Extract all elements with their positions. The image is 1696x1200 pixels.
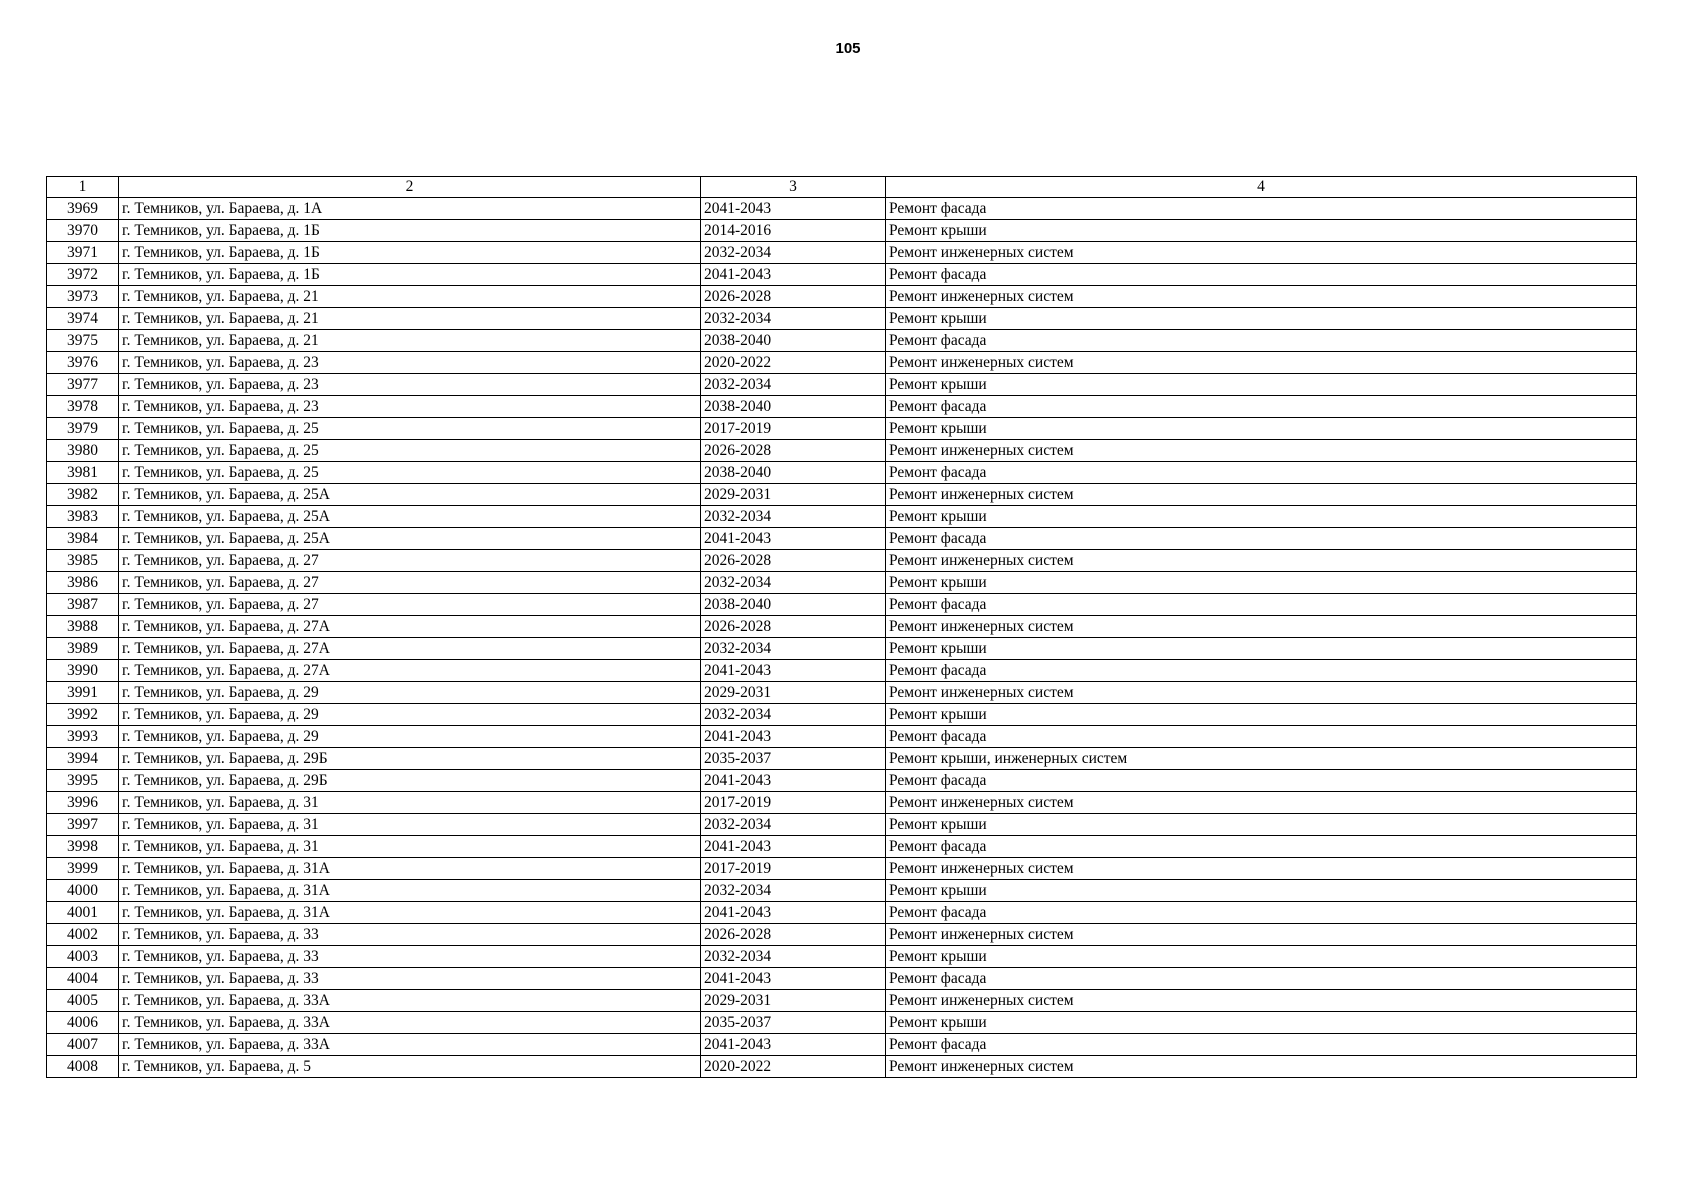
table-row bbox=[47, 924, 1637, 946]
cell-row-number: 3970 bbox=[47, 220, 119, 242]
cell-period: 2014-2016 bbox=[701, 220, 886, 242]
cell-row-number: 3980 bbox=[47, 440, 119, 462]
cell-row-number: 3999 bbox=[47, 858, 119, 880]
table-row bbox=[47, 814, 1637, 836]
cell-work-type: Ремонт инженерных систем bbox=[886, 616, 1637, 638]
cell-work-type: Ремонт крыши bbox=[886, 638, 1637, 660]
cell-row-number: 3979 bbox=[47, 418, 119, 440]
cell-work-type: Ремонт фасада bbox=[886, 198, 1637, 220]
table-row bbox=[47, 572, 1637, 594]
cell-address: г. Темников, ул. Бараева, д. 31 bbox=[119, 814, 701, 836]
cell-work-type: Ремонт фасада bbox=[886, 726, 1637, 748]
cell-address: г. Темников, ул. Бараева, д. 27 bbox=[119, 572, 701, 594]
cell-work-type: Ремонт крыши bbox=[886, 374, 1637, 396]
cell-work-type: Ремонт крыши bbox=[886, 704, 1637, 726]
cell-address: г. Темников, ул. Бараева, д. 33А bbox=[119, 990, 701, 1012]
cell-period: 2026-2028 bbox=[701, 616, 886, 638]
cell-address: г. Темников, ул. Бараева, д. 31А bbox=[119, 902, 701, 924]
cell-period: 2017-2019 bbox=[701, 418, 886, 440]
cell-address: г. Темников, ул. Бараева, д. 21 bbox=[119, 308, 701, 330]
column-header-1: 1 bbox=[47, 177, 119, 198]
cell-address: г. Темников, ул. Бараева, д. 25 bbox=[119, 418, 701, 440]
cell-work-type: Ремонт инженерных систем bbox=[886, 1056, 1637, 1078]
cell-address: г. Темников, ул. Бараева, д. 25А bbox=[119, 528, 701, 550]
cell-work-type: Ремонт инженерных систем bbox=[886, 286, 1637, 308]
cell-period: 2038-2040 bbox=[701, 594, 886, 616]
table-row bbox=[47, 1056, 1637, 1078]
table-row bbox=[47, 946, 1637, 968]
cell-row-number: 3991 bbox=[47, 682, 119, 704]
cell-address: г. Темников, ул. Бараева, д. 25 bbox=[119, 462, 701, 484]
cell-work-type: Ремонт крыши bbox=[886, 1012, 1637, 1034]
table-row bbox=[47, 770, 1637, 792]
cell-period: 2020-2022 bbox=[701, 1056, 886, 1078]
table-row bbox=[47, 902, 1637, 924]
column-header-3: 3 bbox=[701, 177, 886, 198]
cell-period: 2032-2034 bbox=[701, 946, 886, 968]
cell-row-number: 3981 bbox=[47, 462, 119, 484]
cell-period: 2026-2028 bbox=[701, 924, 886, 946]
cell-row-number: 3992 bbox=[47, 704, 119, 726]
cell-period: 2032-2034 bbox=[701, 572, 886, 594]
table-row bbox=[47, 396, 1637, 418]
table-row bbox=[47, 880, 1637, 902]
cell-address: г. Темников, ул. Бараева, д. 31А bbox=[119, 880, 701, 902]
cell-address: г. Темников, ул. Бараева, д. 23 bbox=[119, 374, 701, 396]
cell-address: г. Темников, ул. Бараева, д. 27А bbox=[119, 616, 701, 638]
cell-row-number: 3996 bbox=[47, 792, 119, 814]
cell-work-type: Ремонт фасада bbox=[886, 462, 1637, 484]
cell-period: 2032-2034 bbox=[701, 880, 886, 902]
cell-work-type: Ремонт крыши bbox=[886, 418, 1637, 440]
table-row bbox=[47, 660, 1637, 682]
cell-address: г. Темников, ул. Бараева, д. 31А bbox=[119, 858, 701, 880]
cell-address: г. Темников, ул. Бараева, д. 1А bbox=[119, 198, 701, 220]
cell-work-type: Ремонт фасада bbox=[886, 836, 1637, 858]
cell-period: 2029-2031 bbox=[701, 682, 886, 704]
cell-work-type: Ремонт фасада bbox=[886, 968, 1637, 990]
cell-work-type: Ремонт инженерных систем bbox=[886, 484, 1637, 506]
table-row bbox=[47, 352, 1637, 374]
cell-work-type: Ремонт фасада bbox=[886, 594, 1637, 616]
cell-address: г. Темников, ул. Бараева, д. 23 bbox=[119, 396, 701, 418]
table-row bbox=[47, 506, 1637, 528]
cell-row-number: 3994 bbox=[47, 748, 119, 770]
cell-period: 2038-2040 bbox=[701, 330, 886, 352]
cell-period: 2032-2034 bbox=[701, 374, 886, 396]
cell-work-type: Ремонт фасада bbox=[886, 902, 1637, 924]
cell-work-type: Ремонт крыши bbox=[886, 946, 1637, 968]
table-row bbox=[47, 330, 1637, 352]
table-row bbox=[47, 1034, 1637, 1056]
table-row bbox=[47, 726, 1637, 748]
cell-period: 2035-2037 bbox=[701, 748, 886, 770]
table-row bbox=[47, 484, 1637, 506]
cell-row-number: 4002 bbox=[47, 924, 119, 946]
table-row bbox=[47, 550, 1637, 572]
cell-period: 2041-2043 bbox=[701, 968, 886, 990]
page-number: 105 bbox=[835, 40, 861, 57]
cell-work-type: Ремонт фасада bbox=[886, 264, 1637, 286]
table-row bbox=[47, 528, 1637, 550]
cell-row-number: 3975 bbox=[47, 330, 119, 352]
table-body bbox=[47, 177, 1637, 1078]
cell-row-number: 3974 bbox=[47, 308, 119, 330]
table-row bbox=[47, 220, 1637, 242]
cell-work-type: Ремонт инженерных систем bbox=[886, 352, 1637, 374]
cell-work-type: Ремонт фасада bbox=[886, 528, 1637, 550]
cell-address: г. Темников, ул. Бараева, д. 31 bbox=[119, 792, 701, 814]
cell-row-number: 3973 bbox=[47, 286, 119, 308]
cell-work-type: Ремонт крыши bbox=[886, 880, 1637, 902]
cell-row-number: 4006 bbox=[47, 1012, 119, 1034]
cell-address: г. Темников, ул. Бараева, д. 27А bbox=[119, 638, 701, 660]
cell-row-number: 4008 bbox=[47, 1056, 119, 1078]
cell-address: г. Темников, ул. Бараева, д. 33 bbox=[119, 968, 701, 990]
cell-row-number: 3997 bbox=[47, 814, 119, 836]
cell-address: г. Темников, ул. Бараева, д. 33 bbox=[119, 924, 701, 946]
cell-address: г. Темников, ул. Бараева, д. 27А bbox=[119, 660, 701, 682]
cell-work-type: Ремонт инженерных систем bbox=[886, 242, 1637, 264]
cell-work-type: Ремонт фасада bbox=[886, 770, 1637, 792]
column-header-2: 2 bbox=[119, 177, 701, 198]
cell-address: г. Темников, ул. Бараева, д. 1Б bbox=[119, 242, 701, 264]
cell-period: 2041-2043 bbox=[701, 726, 886, 748]
cell-period: 2032-2034 bbox=[701, 704, 886, 726]
table-row bbox=[47, 682, 1637, 704]
cell-period: 2029-2031 bbox=[701, 990, 886, 1012]
table-row bbox=[47, 198, 1637, 220]
table-row bbox=[47, 286, 1637, 308]
cell-period: 2032-2034 bbox=[701, 506, 886, 528]
cell-address: г. Темников, ул. Бараева, д. 23 bbox=[119, 352, 701, 374]
table-row bbox=[47, 968, 1637, 990]
cell-work-type: Ремонт инженерных систем bbox=[886, 924, 1637, 946]
repair-schedule-table bbox=[46, 176, 1637, 1078]
table-row bbox=[47, 836, 1637, 858]
cell-row-number: 3989 bbox=[47, 638, 119, 660]
cell-row-number: 3978 bbox=[47, 396, 119, 418]
cell-work-type: Ремонт инженерных систем bbox=[886, 440, 1637, 462]
cell-address: г. Темников, ул. Бараева, д. 29 bbox=[119, 726, 701, 748]
cell-address: г. Темников, ул. Бараева, д. 27 bbox=[119, 594, 701, 616]
cell-work-type: Ремонт фасада bbox=[886, 1034, 1637, 1056]
cell-address: г. Темников, ул. Бараева, д. 25А bbox=[119, 484, 701, 506]
cell-address: г. Темников, ул. Бараева, д. 29Б bbox=[119, 748, 701, 770]
table-row bbox=[47, 264, 1637, 286]
cell-row-number: 3993 bbox=[47, 726, 119, 748]
cell-row-number: 4000 bbox=[47, 880, 119, 902]
cell-address: г. Темников, ул. Бараева, д. 29Б bbox=[119, 770, 701, 792]
cell-address: г. Темников, ул. Бараева, д. 1Б bbox=[119, 220, 701, 242]
table-header-row bbox=[47, 177, 1637, 198]
cell-row-number: 3985 bbox=[47, 550, 119, 572]
cell-period: 2026-2028 bbox=[701, 550, 886, 572]
cell-row-number: 4007 bbox=[47, 1034, 119, 1056]
cell-row-number: 3987 bbox=[47, 594, 119, 616]
cell-period: 2041-2043 bbox=[701, 660, 886, 682]
cell-row-number: 4001 bbox=[47, 902, 119, 924]
cell-address: г. Темников, ул. Бараева, д. 29 bbox=[119, 682, 701, 704]
cell-row-number: 3977 bbox=[47, 374, 119, 396]
table-row bbox=[47, 440, 1637, 462]
cell-work-type: Ремонт крыши bbox=[886, 220, 1637, 242]
cell-address: г. Темников, ул. Бараева, д. 25 bbox=[119, 440, 701, 462]
cell-address: г. Темников, ул. Бараева, д. 1Б bbox=[119, 264, 701, 286]
cell-address: г. Темников, ул. Бараева, д. 33 bbox=[119, 946, 701, 968]
cell-work-type: Ремонт инженерных систем bbox=[886, 990, 1637, 1012]
cell-work-type: Ремонт крыши bbox=[886, 814, 1637, 836]
cell-period: 2041-2043 bbox=[701, 198, 886, 220]
cell-work-type: Ремонт крыши bbox=[886, 308, 1637, 330]
cell-row-number: 4004 bbox=[47, 968, 119, 990]
cell-row-number: 3995 bbox=[47, 770, 119, 792]
cell-row-number: 3971 bbox=[47, 242, 119, 264]
cell-row-number: 3969 bbox=[47, 198, 119, 220]
cell-work-type: Ремонт инженерных систем bbox=[886, 792, 1637, 814]
table-row bbox=[47, 308, 1637, 330]
cell-row-number: 3984 bbox=[47, 528, 119, 550]
table-row bbox=[47, 1012, 1637, 1034]
cell-period: 2032-2034 bbox=[701, 814, 886, 836]
cell-row-number: 3986 bbox=[47, 572, 119, 594]
cell-row-number: 4003 bbox=[47, 946, 119, 968]
cell-address: г. Темников, ул. Бараева, д. 5 bbox=[119, 1056, 701, 1078]
cell-period: 2032-2034 bbox=[701, 242, 886, 264]
table-row bbox=[47, 462, 1637, 484]
cell-work-type: Ремонт инженерных систем bbox=[886, 550, 1637, 572]
cell-address: г. Темников, ул. Бараева, д. 29 bbox=[119, 704, 701, 726]
cell-period: 2041-2043 bbox=[701, 836, 886, 858]
column-header-4: 4 bbox=[886, 177, 1637, 198]
table-row bbox=[47, 990, 1637, 1012]
cell-address: г. Темников, ул. Бараева, д. 21 bbox=[119, 286, 701, 308]
cell-work-type: Ремонт инженерных систем bbox=[886, 682, 1637, 704]
cell-address: г. Темников, ул. Бараева, д. 33А bbox=[119, 1012, 701, 1034]
cell-work-type: Ремонт крыши bbox=[886, 572, 1637, 594]
table-row bbox=[47, 704, 1637, 726]
table-row bbox=[47, 792, 1637, 814]
cell-work-type: Ремонт инженерных систем bbox=[886, 858, 1637, 880]
cell-work-type: Ремонт крыши bbox=[886, 506, 1637, 528]
cell-period: 2038-2040 bbox=[701, 462, 886, 484]
cell-period: 2041-2043 bbox=[701, 902, 886, 924]
cell-address: г. Темников, ул. Бараева, д. 25А bbox=[119, 506, 701, 528]
cell-period: 2041-2043 bbox=[701, 1034, 886, 1056]
table-row bbox=[47, 616, 1637, 638]
cell-row-number: 4005 bbox=[47, 990, 119, 1012]
cell-address: г. Темников, ул. Бараева, д. 33А bbox=[119, 1034, 701, 1056]
cell-row-number: 3990 bbox=[47, 660, 119, 682]
table-row bbox=[47, 748, 1637, 770]
table-row bbox=[47, 242, 1637, 264]
cell-period: 2020-2022 bbox=[701, 352, 886, 374]
cell-work-type: Ремонт крыши, инженерных систем bbox=[886, 748, 1637, 770]
cell-period: 2029-2031 bbox=[701, 484, 886, 506]
cell-row-number: 3972 bbox=[47, 264, 119, 286]
cell-period: 2038-2040 bbox=[701, 396, 886, 418]
cell-row-number: 3976 bbox=[47, 352, 119, 374]
cell-period: 2035-2037 bbox=[701, 1012, 886, 1034]
cell-period: 2032-2034 bbox=[701, 638, 886, 660]
table-row bbox=[47, 858, 1637, 880]
cell-address: г. Темников, ул. Бараева, д. 31 bbox=[119, 836, 701, 858]
cell-period: 2041-2043 bbox=[701, 264, 886, 286]
cell-period: 2041-2043 bbox=[701, 770, 886, 792]
cell-period: 2017-2019 bbox=[701, 858, 886, 880]
cell-row-number: 3983 bbox=[47, 506, 119, 528]
cell-address: г. Темников, ул. Бараева, д. 27 bbox=[119, 550, 701, 572]
cell-row-number: 3998 bbox=[47, 836, 119, 858]
table-row bbox=[47, 418, 1637, 440]
cell-period: 2017-2019 bbox=[701, 792, 886, 814]
table-row bbox=[47, 374, 1637, 396]
table-row bbox=[47, 638, 1637, 660]
cell-period: 2026-2028 bbox=[701, 286, 886, 308]
cell-period: 2041-2043 bbox=[701, 528, 886, 550]
cell-work-type: Ремонт фасада bbox=[886, 330, 1637, 352]
cell-work-type: Ремонт фасада bbox=[886, 660, 1637, 682]
cell-address: г. Темников, ул. Бараева, д. 21 bbox=[119, 330, 701, 352]
table-row bbox=[47, 594, 1637, 616]
cell-row-number: 3982 bbox=[47, 484, 119, 506]
cell-period: 2026-2028 bbox=[701, 440, 886, 462]
cell-row-number: 3988 bbox=[47, 616, 119, 638]
cell-period: 2032-2034 bbox=[701, 308, 886, 330]
cell-work-type: Ремонт фасада bbox=[886, 396, 1637, 418]
